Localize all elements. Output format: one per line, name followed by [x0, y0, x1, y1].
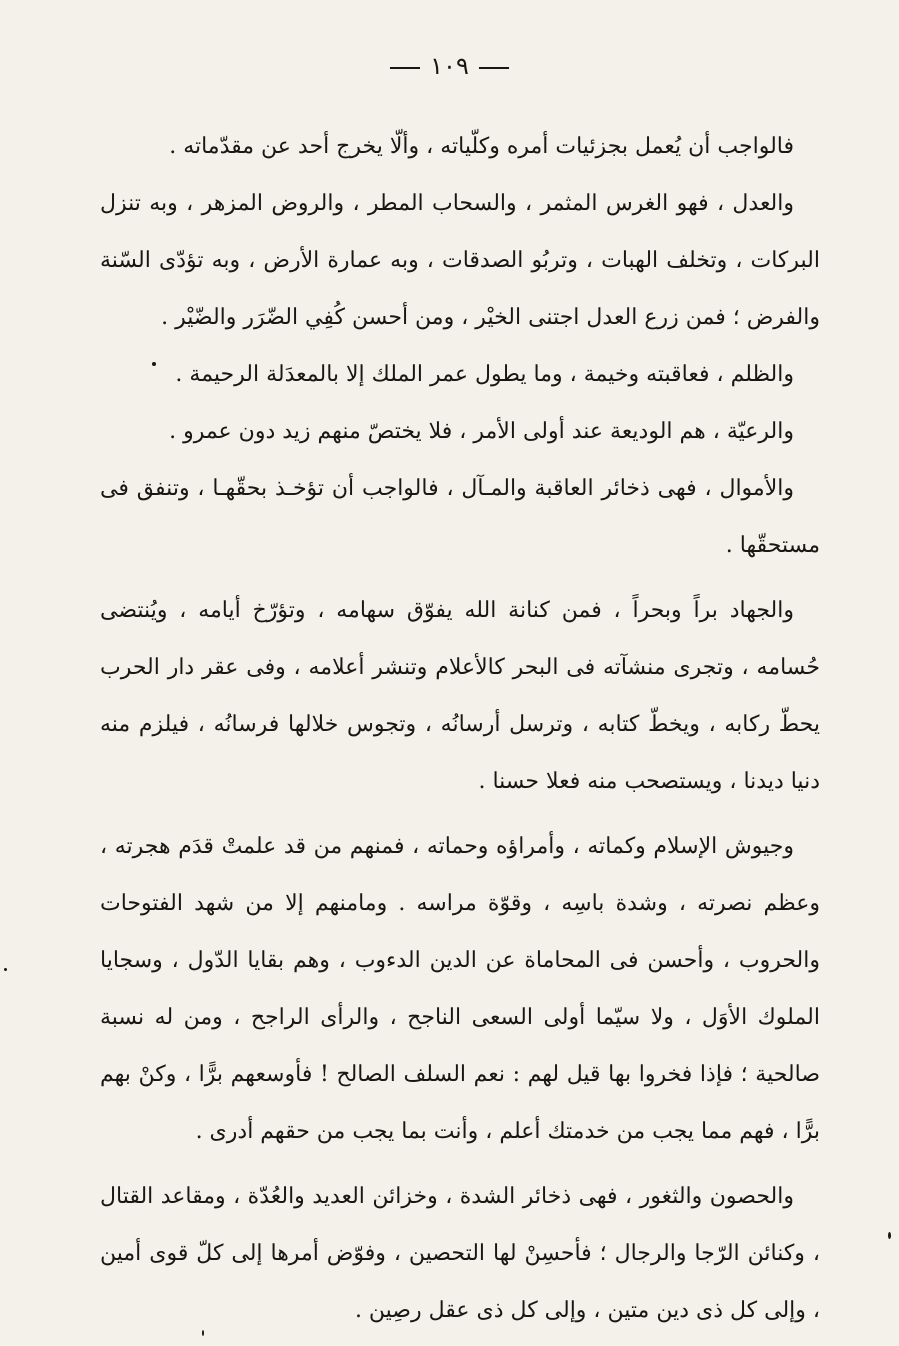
scan-speck: [4, 968, 7, 971]
paragraph-1: فالواجب أن يُعمل بجزئيات أمره وكلّياته ، وألّا يخرج أحد عن مقدّماته .: [169, 134, 794, 159]
page-number-header: [0, 52, 899, 80]
scan-speck: [152, 362, 156, 366]
page-number: ١٠٩: [430, 52, 469, 80]
right-dash: [390, 67, 420, 69]
paragraph-2: والعدل ، فهو الغرس المثمر ، والسحاب المطر ، والروض المزهر ، وبه تنزل البركات ، وتخلف الهبات ، وتربُو الصدقات ، وبه عمارة الأرض ، وبه تؤدّى السّنة والفرض ؛ فمن زرع العدل اجتنى الخيْر ، ومن أحسن كُفِي الضّرَر والضّيْر .: [100, 191, 820, 330]
paragraph-5: والأموال ، فهى ذخائر العاقبة والمـآل ، فالواجب أن تؤخـذ بحقّهـا ، وتنفق فى مستحقّها .: [100, 476, 820, 558]
paragraph-8: والحصون والثغور ، فهى ذخائر الشدة ، وخزائن العديد والعُدّة ، ومقاعد القتال ، وكنائن الرّجا والرجال ؛ فأحسِنْ لها التحصين ، وفوّض أمرها إلى كلّ قوى أمين ، وإلى كل ذى دين متين ، وإلى كل ذى عقل رصِين .: [100, 1184, 820, 1323]
paragraph-3: والظلم ، فعاقبته وخيمة ، وما يطول عمر الملك إلا بالمعدَلة الرحيمة .: [175, 362, 794, 387]
paragraph-4: والرعيّة ، هم الوديعة عند أولى الأمر ، فلا يختصّ منهم زيد دون عمرو .: [169, 419, 794, 444]
paragraph-7: وجيوش الإسلام وكماته ، وأمراؤه وحماته ، فمنهم من قد علمتْ قدَم هجرته ، وعظم نصرته ، وشدة باسِه ، وقوّة مراسه . ومامنهم إلا من شهد الفتوحات والحروب ، وأحسن فى المحاماة عن الدين الدءوب ، وهم بقايا الدّول ، وسجايا الملوك الأوَل ، ولا سيّما أولى السعى الناجح ، والرأى الراجح ، ومن له نسبة صالحية ؛ فإذا فخروا بها قيل لهم : نعم السلف الصالح ! فأوسعهم برًّا ، وكنْ بهم برًّا ، فهم مما يجب من خدمتك أعلم ، وأنت بما يجب من حقهم أدرى .: [100, 834, 820, 1144]
scan-speck: [202, 1330, 204, 1336]
left-dash: [479, 67, 509, 69]
body-text: [100, 118, 820, 1339]
scan-speck: [888, 1232, 891, 1239]
paragraph-6: والجهاد براً وبحراً ، فمن كنانة الله يفوّق سهامه ، وتؤرّخ أيامه ، ويُنتضى حُسامه ، وتجرى منشآته فى البحر كالأعلام وتنشر أعلامه ، وفى عقر دار الحرب يحطّ ركابه ، ويخطّ كتابه ، وترسل أرسانُه ، وتجوس خلالها فرسانُه ، فيلزم منه دنيا ديدنا ، ويستصحب منه فعلا حسنا .: [100, 598, 820, 794]
